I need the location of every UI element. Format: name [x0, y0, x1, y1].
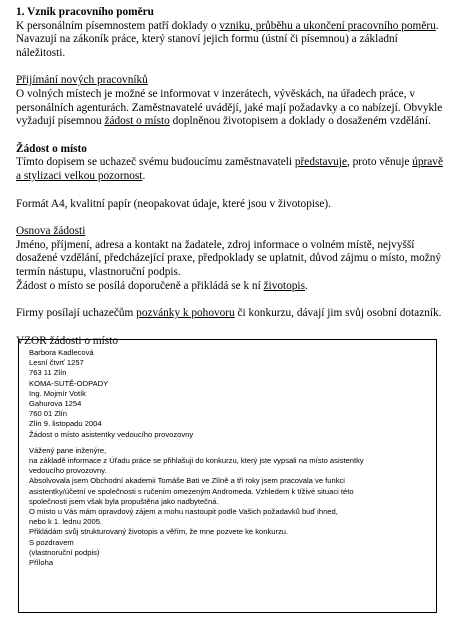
sender-line: Lesní čtvrť 1257	[29, 358, 84, 368]
section-title-osnova: Osnova žádosti	[16, 225, 86, 238]
paragraph-line: O volných místech je možné se informovat v inzerátech, vývěskách, na úřadech práce, v	[16, 87, 415, 100]
recipient-line: 760 01 Zlín	[29, 409, 67, 419]
letter-body-line: asistentky/účetní ve společnosti s ručením omezeným Andromeda. Vzhledem k tíživé situaci této	[29, 486, 354, 496]
text-span: či konkurzu, dávají jim svůj osobní dotazník.	[234, 307, 442, 320]
section-title-vznik: 1. Vznik pracovního poměru	[16, 6, 154, 18]
recipient-line: Gahurova 1254	[29, 399, 82, 409]
paragraph-line	[16, 115, 444, 129]
sample-letter-box	[18, 339, 437, 613]
letter-date: Zlín 9. listopadu 2004	[29, 419, 102, 429]
text-span: doplněnou životopisem a doklady o dosaženém vzdělání.	[169, 115, 431, 128]
text-span: , proto věnuje	[346, 156, 413, 169]
paragraph-line: dosažené vzdělání, předcházející praxe, předpoklady se uplatnit, důvod zájmu o místo, možný	[16, 252, 442, 265]
letter-attachment: Příloha	[29, 558, 54, 568]
vzor-title: VZOR žádosti o místo	[16, 334, 118, 347]
underlined-term: a stylizaci velkou pozornost	[16, 169, 143, 182]
text-span: Tímto dopisem se uchazeč svému budoucímu zaměstnavateli	[16, 156, 295, 169]
paragraph-line: personálních agenturách. Zaměstnavatelé uvádějí, jaké mají požadavky a co nabízejí. Obvykle	[16, 101, 443, 114]
letter-subject: Žádost o místo asistentky vedoucího provozovny	[29, 429, 194, 439]
section-title-zadost: Žádost o místo	[16, 142, 87, 155]
letter-body-line: společnosti jsem však byla propuštěna jako nadbytečná.	[29, 496, 219, 506]
paragraph-line	[16, 20, 444, 34]
text-span: .	[435, 19, 439, 32]
paragraph-line: Jméno, příjmení, adresa a kontakt na žadatele, zdroj informace o volném místě, nejvyšší	[16, 238, 415, 251]
paragraph-line: Navazují na zákoník práce, který stanoví jejich formu (ústní či písemnou) a základní	[16, 33, 398, 46]
underlined-term: žádost o místo	[104, 115, 170, 128]
letter-body-line: Přikládám svůj strukturovaný životopis a věřím, že mne pozvete ke konkurzu.	[29, 527, 289, 537]
letter-body-line: vedoucího provozovny.	[29, 466, 107, 476]
underlined-term: představuje	[294, 156, 347, 169]
text-span: Firmy posílají uchazečům	[16, 307, 137, 320]
document-page	[16, 6, 444, 348]
text-span: K personálním písemnostem patří doklady o	[16, 19, 220, 32]
underlined-term: vzniku, průběhu a ukončení pracovního poměru	[219, 19, 436, 32]
letter-body-line: nebo k 1. lednu 2005.	[29, 517, 103, 527]
recipient-line: Ing. Mojmír Votík	[29, 388, 86, 398]
paragraph-line	[16, 307, 444, 321]
letter-body-line: Absolvovala jsem Obchodní akademii Tomáše Bati ve Zlíně a tři roky jsem pracovala ve funkci	[29, 476, 345, 486]
recipient-line: KOMA-SUTĚ-ODPADY	[29, 378, 109, 388]
text-span: vyžadují písemnou	[16, 115, 105, 128]
paragraph-line: termín nástupu, vlastnoruční podpis.	[16, 265, 181, 278]
format-note: Formát A4, kvalitní papír (neopakovat údaje, které jsou v životopise).	[16, 197, 331, 210]
paragraph-line	[16, 170, 444, 184]
letter-signature: (vlastnoruční podpis)	[29, 547, 100, 557]
sender-line: 763 11 Zlín	[29, 368, 67, 378]
section-title-prijimani: Přijímání nových pracovníků	[16, 74, 148, 87]
paragraph-line: náležitosti.	[16, 46, 66, 59]
letter-body-line: O místo u Vás mám opravdový zájem a mohu nastoupit podle Vašich požadavků buď ihned,	[29, 507, 338, 517]
text-span: .	[142, 169, 146, 182]
paragraph-line	[16, 280, 444, 294]
paragraph-line	[16, 156, 444, 170]
underlined-term: úpravě	[412, 156, 443, 169]
underlined-term: životopis	[263, 279, 305, 292]
sender-line: Barbora Kadlecová	[29, 348, 94, 357]
letter-body-line: na základě informace z Úřadu práce se přihlašuji do konkurzu, který jste vypsali na místo asistentky	[29, 456, 364, 466]
letter-closing: S pozdravem	[29, 537, 74, 547]
underlined-term: pozvánky k pohovoru	[136, 307, 235, 320]
text-span: .	[304, 279, 308, 292]
sample-letter	[29, 348, 429, 568]
text-span: Žádost o místo se posílá doporučeně a přikládá se k ní	[16, 279, 264, 292]
letter-body-line: Vážený pane inženýre,	[29, 445, 107, 455]
